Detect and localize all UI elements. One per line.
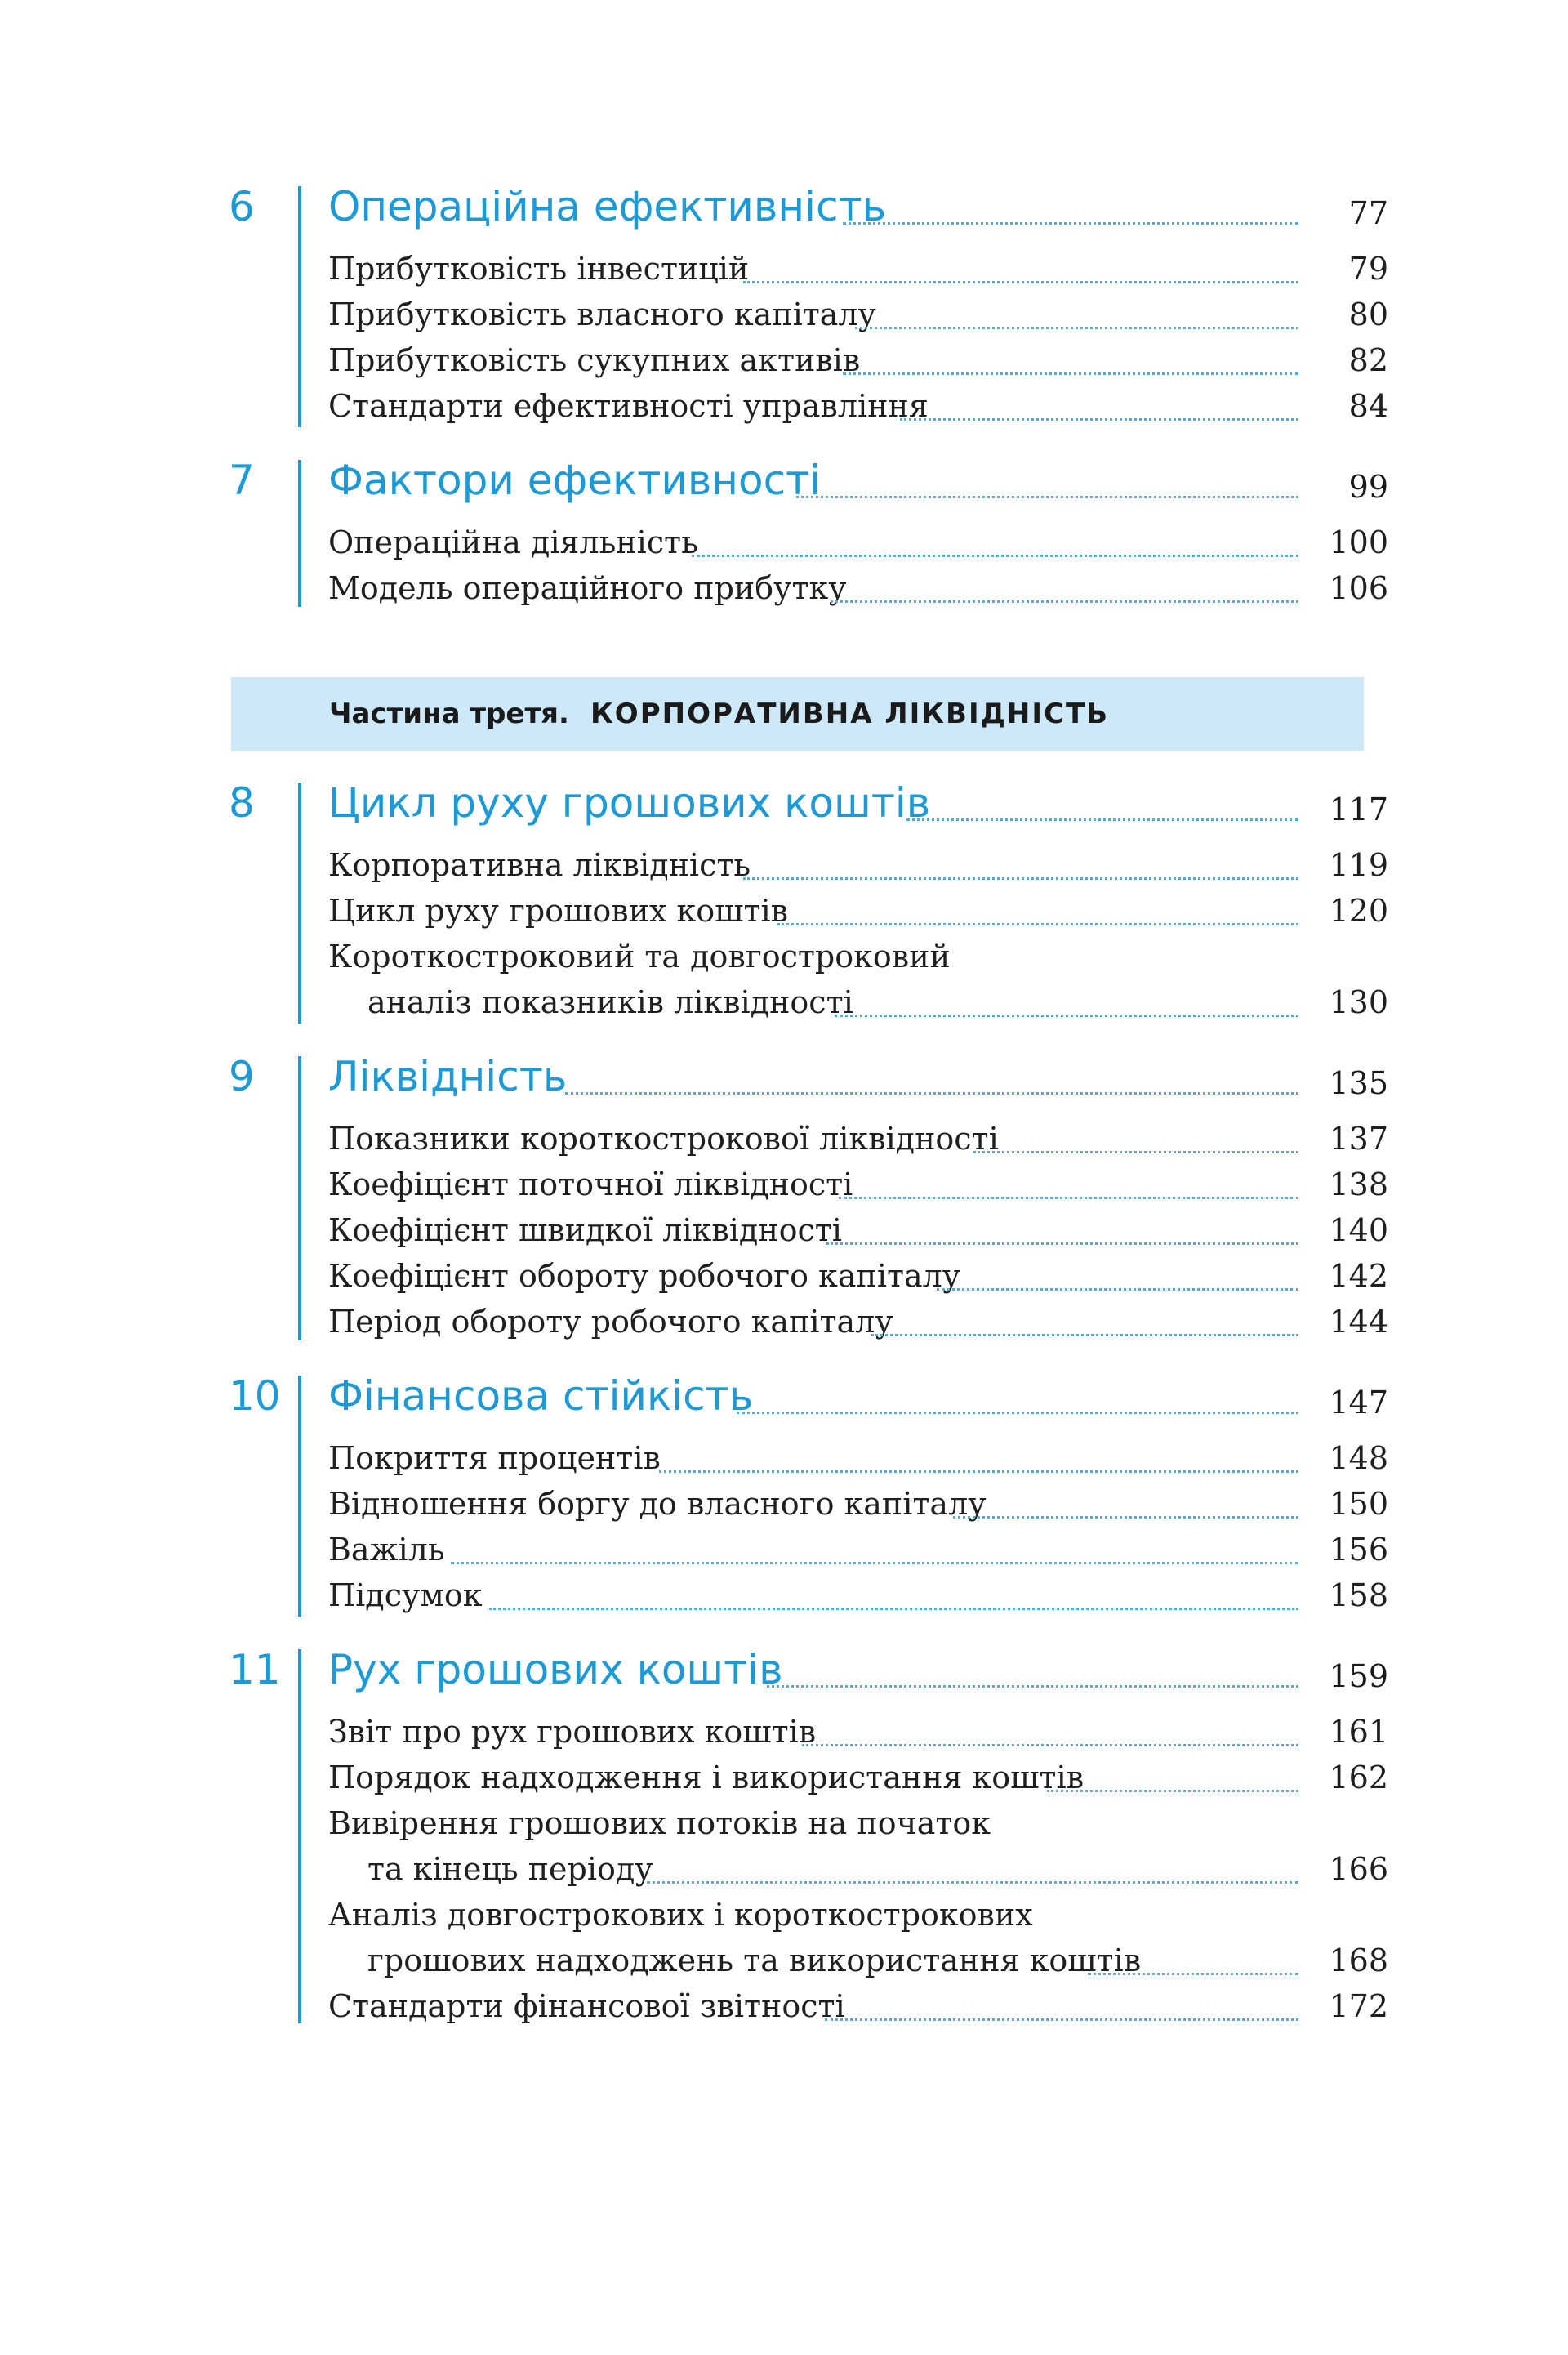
- dot-leader: [659, 1470, 1298, 1473]
- dot-leader: [937, 1288, 1298, 1291]
- entry-title: Корпоративна ліквідність: [328, 847, 751, 883]
- entry-page-number: 172: [1329, 1988, 1388, 2024]
- dot-leader: [451, 1562, 1298, 1564]
- chapter-number: 9: [229, 1053, 255, 1100]
- chapter-number: 11: [229, 1646, 281, 1693]
- entry-title-continued: грошових надходжень та використання коштів: [368, 1942, 1142, 1978]
- chapter-number: 7: [229, 457, 255, 504]
- entry-page-number: 106: [1329, 570, 1388, 606]
- dot-leader: [767, 1685, 1298, 1688]
- toc-entry[interactable]: [328, 1986, 1388, 2032]
- dot-leader: [839, 1197, 1298, 1199]
- chapter-number: 6: [229, 183, 255, 230]
- dot-leader: [737, 1412, 1298, 1414]
- entry-page-number: 140: [1329, 1212, 1388, 1248]
- dot-leader: [802, 1744, 1298, 1746]
- dot-leader: [1088, 1973, 1298, 1975]
- entry-page-number: 158: [1329, 1577, 1388, 1613]
- entry-title: Період обороту робочого капіталу: [328, 1304, 893, 1340]
- dot-leader: [835, 1015, 1298, 1017]
- dot-leader: [843, 372, 1298, 375]
- dot-leader: [906, 818, 1298, 821]
- entry-title: Стандарти фінансової звітності: [328, 1988, 845, 2024]
- dot-leader: [647, 1881, 1298, 1884]
- entry-title: Показники короткострокової ліквідності: [328, 1121, 999, 1157]
- toc-entry[interactable]: [328, 1256, 1388, 1301]
- chapter-heading[interactable]: [328, 457, 1388, 506]
- entry-title: Аналіз довгострокових і короткострокових: [328, 1897, 1033, 1933]
- entry-title: Цикл руху грошових коштів: [328, 893, 789, 929]
- entry-title: Відношення боргу до власного капіталу: [328, 1486, 987, 1522]
- entry-title: Прибутковість власного капіталу: [328, 297, 876, 332]
- dot-leader: [692, 555, 1298, 557]
- chapter-title: Фактори ефективності: [328, 457, 822, 504]
- toc-entry[interactable]: [328, 1164, 1388, 1210]
- dot-leader: [843, 222, 1298, 225]
- chapter-divider: [298, 186, 301, 427]
- entry-page-number: 168: [1329, 1942, 1388, 1978]
- chapter-divider: [298, 783, 301, 1024]
- entry-page-number: 137: [1329, 1121, 1388, 1157]
- toc-entry[interactable]: [328, 1711, 1388, 1757]
- entry-title: Порядок надходження і використання коштів: [328, 1760, 1085, 1795]
- chapter-title: Ліквідність: [328, 1053, 568, 1100]
- entry-page-number: 144: [1329, 1304, 1388, 1340]
- dot-leader: [826, 1242, 1298, 1245]
- toc-entry[interactable]: [328, 890, 1388, 936]
- dot-leader: [565, 1092, 1298, 1095]
- toc-entry[interactable]: [328, 1575, 1388, 1621]
- entry-title: Операційна діяльність: [328, 524, 698, 560]
- entry-page-number: 138: [1329, 1166, 1388, 1202]
- chapter-title: Операційна ефективність: [328, 183, 887, 230]
- toc-entry[interactable]: [328, 1803, 1388, 1894]
- dot-leader: [796, 496, 1298, 498]
- toc-entry[interactable]: [328, 522, 1388, 568]
- toc-entry[interactable]: [328, 1529, 1388, 1575]
- chapter-title: Фінансова стійкість: [328, 1372, 754, 1420]
- dot-leader: [743, 281, 1298, 283]
- entry-title: Важіль: [328, 1532, 445, 1568]
- dot-leader: [831, 600, 1298, 603]
- entry-page-number: 82: [1348, 342, 1388, 378]
- entry-page-number: 150: [1329, 1486, 1388, 1522]
- dot-leader: [777, 923, 1298, 925]
- chapter-8: [229, 779, 1388, 1028]
- toc-entry[interactable]: [328, 845, 1388, 890]
- chapter-divider: [298, 460, 301, 607]
- chapter-page-number: 77: [1348, 195, 1388, 231]
- dot-leader: [953, 1516, 1298, 1519]
- entry-title: Стандарти ефективності управління: [328, 388, 929, 424]
- toc-entry[interactable]: [328, 1483, 1388, 1529]
- entry-page-number: 156: [1329, 1532, 1388, 1568]
- entry-page-number: 84: [1348, 388, 1388, 424]
- chapter-number: 8: [229, 779, 255, 827]
- entry-page-number: 166: [1329, 1851, 1388, 1887]
- dot-leader: [489, 1608, 1298, 1610]
- entry-title: Покриття процентів: [328, 1440, 661, 1476]
- entry-title: Прибутковість сукупних активів: [328, 342, 861, 378]
- chapter-11: [229, 1646, 1388, 2025]
- toc-entry[interactable]: [328, 1894, 1388, 1986]
- toc-entry[interactable]: [328, 294, 1388, 340]
- toc-entry[interactable]: [328, 1210, 1388, 1256]
- chapter-number: 10: [229, 1372, 281, 1420]
- entry-title-continued: аналіз показників ліквідності: [368, 984, 853, 1020]
- entry-page-number: 148: [1329, 1440, 1388, 1476]
- dot-leader: [855, 327, 1298, 329]
- toc-entry[interactable]: [328, 568, 1388, 613]
- toc-entry[interactable]: [328, 1118, 1388, 1164]
- entry-title: Модель операційного прибутку: [328, 570, 847, 606]
- chapter-9: [229, 1053, 1388, 1342]
- chapter-divider: [298, 1376, 301, 1617]
- entry-page-number: 162: [1329, 1760, 1388, 1795]
- chapter-heading[interactable]: [328, 1053, 1388, 1102]
- chapter-divider: [298, 1649, 301, 2023]
- toc-entry[interactable]: [328, 340, 1388, 386]
- toc-entry[interactable]: [328, 386, 1388, 431]
- toc-entry[interactable]: [328, 1757, 1388, 1803]
- chapter-heading[interactable]: [328, 1646, 1388, 1695]
- chapter-6: [229, 183, 1388, 431]
- entry-page-number: 161: [1329, 1714, 1388, 1750]
- entry-page-number: 80: [1348, 297, 1388, 332]
- chapter-heading[interactable]: [328, 779, 1388, 828]
- chapter-heading[interactable]: [328, 183, 1388, 232]
- chapter-10: [229, 1372, 1388, 1621]
- entry-title: Підсумок: [328, 1577, 483, 1613]
- dot-leader: [825, 2018, 1298, 2021]
- dot-leader: [973, 1151, 1298, 1153]
- chapter-page-number: 159: [1329, 1658, 1388, 1694]
- chapter-7: [229, 457, 1388, 615]
- chapter-heading[interactable]: [328, 1372, 1388, 1421]
- dot-leader: [871, 1334, 1298, 1336]
- part-title: КОРПОРАТИВНА ЛІКВІДНІСТЬ: [590, 698, 1110, 730]
- dot-leader: [1047, 1790, 1298, 1792]
- entry-page-number: 120: [1329, 893, 1388, 929]
- dot-leader: [743, 877, 1298, 880]
- part-banner[interactable]: [231, 677, 1364, 751]
- entry-title: Звіт про рух грошових коштів: [328, 1714, 817, 1750]
- entry-page-number: 100: [1329, 524, 1388, 560]
- chapter-page-number: 117: [1329, 792, 1388, 827]
- dot-leader: [900, 418, 1298, 421]
- chapter-page-number: 147: [1329, 1385, 1388, 1421]
- entry-page-number: 130: [1329, 984, 1388, 1020]
- entry-title: Вивірення грошових потоків на початок: [328, 1805, 991, 1841]
- entry-title: Коефіцієнт поточної ліквідності: [328, 1166, 853, 1202]
- part-label: Частина третя.: [329, 698, 569, 730]
- chapter-page-number: 135: [1329, 1065, 1388, 1101]
- entry-title: Коефіцієнт швидкої ліквідності: [328, 1212, 842, 1248]
- entry-page-number: 119: [1329, 847, 1388, 883]
- entry-title: Короткостроковий та довгостроковий: [328, 939, 951, 975]
- entry-title: Прибутковість інвестицій: [328, 251, 750, 287]
- chapter-divider: [298, 1056, 301, 1340]
- toc-entry[interactable]: [328, 248, 1388, 294]
- toc-entry[interactable]: [328, 1438, 1388, 1483]
- entry-page-number: 142: [1329, 1258, 1388, 1294]
- entry-page-number: 79: [1348, 251, 1388, 287]
- entry-title-continued: та кінець періоду: [368, 1851, 653, 1887]
- chapter-page-number: 99: [1348, 469, 1388, 505]
- chapter-title: Рух грошових коштів: [328, 1646, 783, 1693]
- toc-entry[interactable]: [328, 1301, 1388, 1347]
- entry-title: Коефіцієнт обороту робочого капіталу: [328, 1258, 961, 1294]
- chapter-title: Цикл руху грошових коштів: [328, 779, 931, 827]
- toc-entry[interactable]: [328, 936, 1388, 1028]
